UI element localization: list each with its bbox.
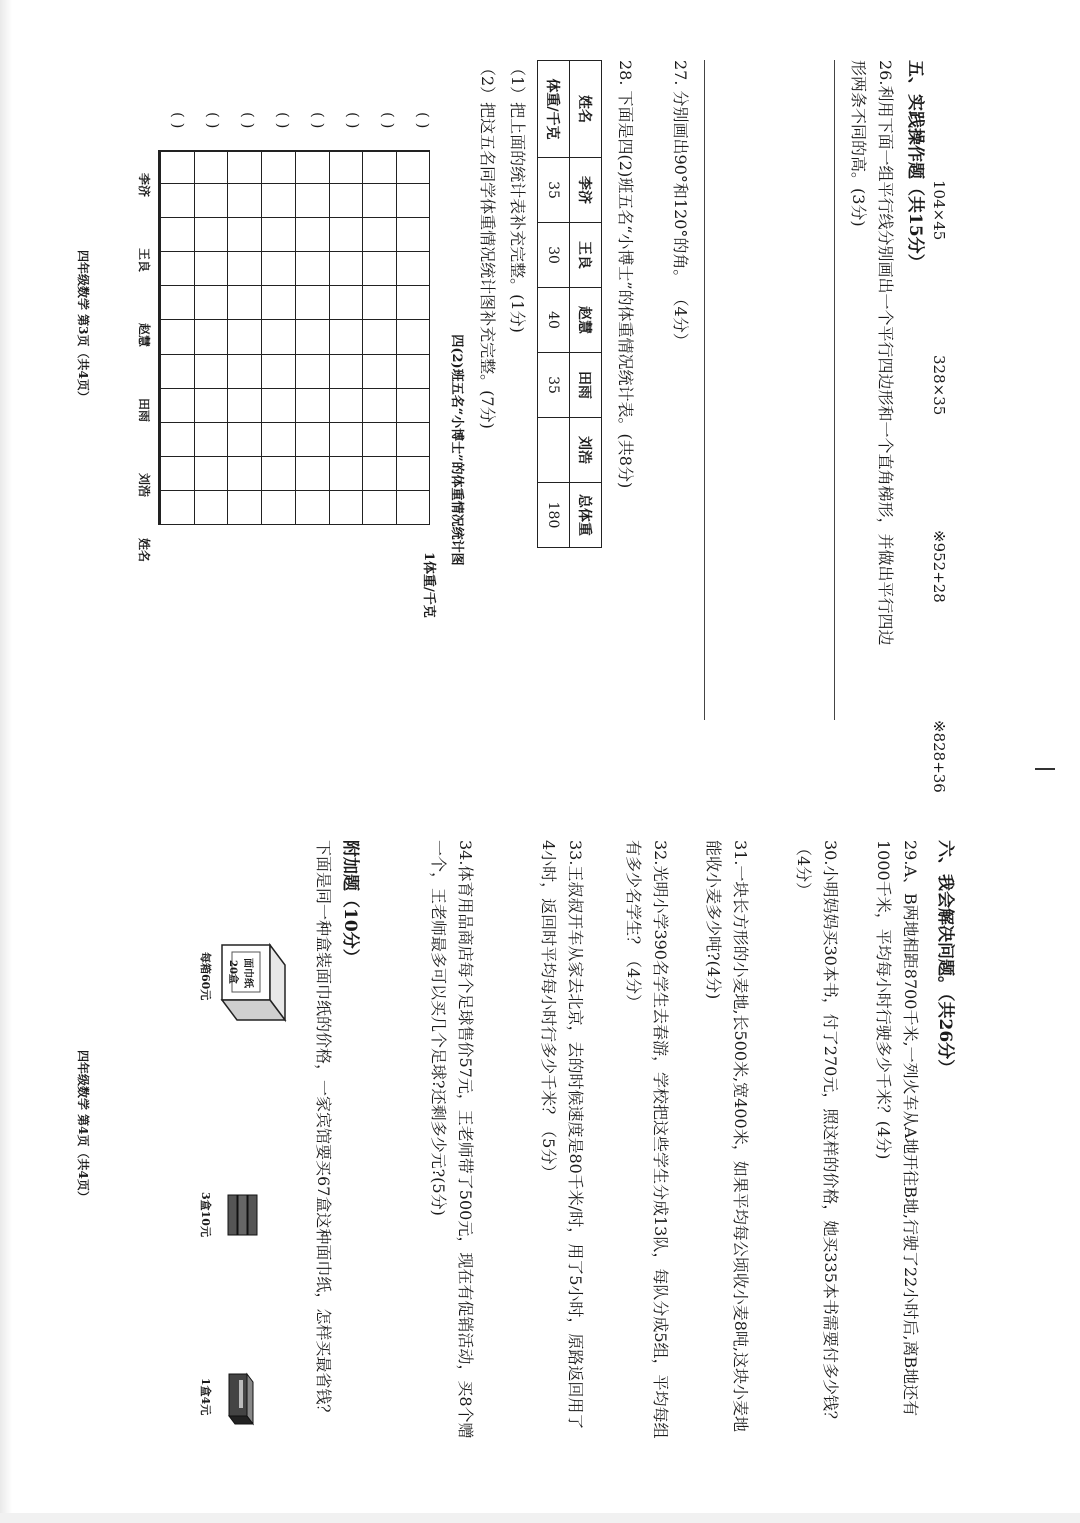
grid-cell	[160, 389, 194, 423]
y-scale-blank[interactable]: ( )	[379, 112, 397, 129]
grid-cell	[194, 252, 228, 286]
grid-cell	[329, 150, 363, 184]
table-cell: 30	[538, 223, 570, 288]
tissue-3pack-image	[224, 1192, 260, 1238]
grid-cell	[160, 184, 194, 218]
grid-cell	[363, 150, 397, 184]
grid-cell	[160, 218, 194, 252]
q28-part-1: （1）把上面的统计表补充完整。(1分)	[508, 60, 527, 333]
grid-cell	[228, 184, 262, 218]
grid-cell	[329, 218, 363, 252]
grid-cell	[295, 320, 329, 354]
parallel-line-1	[834, 60, 835, 720]
q31-line-2: 能收小麦多少吨?(4分)	[704, 840, 723, 1000]
grid-cell	[295, 252, 329, 286]
grid-cell	[295, 389, 329, 423]
single-box-price-caption: 1盒4元	[199, 1378, 212, 1416]
section-5-title: 五、实践操作题（共15分）	[905, 60, 925, 271]
grid-cell	[363, 286, 397, 320]
grid-cell	[363, 491, 397, 525]
grid-cell	[295, 355, 329, 389]
grid-cell	[160, 286, 194, 320]
grid-cell	[194, 355, 228, 389]
grid-cell	[363, 355, 397, 389]
calc-3: ※952+28	[930, 530, 948, 603]
grid-cell	[295, 491, 329, 525]
q32-line-2: 有多少名学生？（4分）	[624, 840, 643, 1011]
grid-cell	[396, 218, 430, 252]
grid-cell	[295, 218, 329, 252]
grid-cell	[160, 320, 194, 354]
grid-cell	[396, 184, 430, 218]
q30-line-2: （4分）	[794, 840, 813, 899]
grid-cell	[363, 320, 397, 354]
grid-cell	[363, 389, 397, 423]
grid-cell	[194, 491, 228, 525]
grid-cell	[261, 423, 295, 457]
q34-line-1: 34.体育用品商店每个足球售价57元，王老师带了500元，现在有促销活动，买8个赠	[456, 840, 475, 1439]
grid-cell	[396, 423, 430, 457]
table-cell: 体重/千克	[538, 61, 570, 158]
q33-line-1: 33.王叔叔开车从家去北京，去的时候速度是80千米/时，用了5小时，原路返回用了	[566, 840, 585, 1430]
chart-x-axis-label: 姓名	[137, 537, 151, 562]
grid-cell	[160, 491, 194, 525]
grid-cell	[396, 150, 430, 184]
grid-cell	[396, 457, 430, 491]
grid-cell	[363, 218, 397, 252]
grid-cell	[194, 457, 228, 491]
grid-cell	[228, 389, 262, 423]
3pack-price-caption: 3盒10元	[199, 1192, 212, 1237]
grid-cell	[194, 184, 228, 218]
chart-name-label: 赵慧	[137, 322, 151, 347]
table-cell: 李济	[570, 158, 602, 223]
table-cell: 180	[538, 483, 570, 548]
grid-cell	[363, 184, 397, 218]
grid-cell	[160, 252, 194, 286]
grid-cell	[160, 150, 194, 184]
grid-cell	[261, 457, 295, 491]
grid-cell	[228, 218, 262, 252]
page-4	[0, 780, 1080, 1523]
grid-cell	[295, 423, 329, 457]
grid-cell	[228, 423, 262, 457]
grid-cell	[261, 150, 295, 184]
calc-2: 328×35	[930, 355, 948, 416]
bonus-title: 附加题（10分）	[340, 840, 360, 966]
grid-cell	[396, 320, 430, 354]
y-scale-blank[interactable]: ( )	[344, 112, 362, 129]
grid-cell	[363, 423, 397, 457]
chart-title: 四(2)班五名“小博士”的体重情况统计图	[449, 334, 464, 566]
table-cell: 总体重	[570, 483, 602, 548]
grid-cell	[261, 286, 295, 320]
grid-cell	[329, 423, 363, 457]
q33-line-2: 4小时，返回时平均每小时行多少千米？（5分）	[539, 840, 558, 1181]
grid-cell	[261, 252, 295, 286]
chart-y-axis	[158, 150, 430, 152]
parallel-line-2	[704, 60, 705, 720]
grid-cell	[363, 252, 397, 286]
grid-cell	[194, 423, 228, 457]
grid-cell	[261, 355, 295, 389]
grid-cell	[396, 286, 430, 320]
grid-cell	[194, 218, 228, 252]
grid-cell	[160, 355, 194, 389]
chart-name-label: 王良	[137, 247, 151, 272]
q34-line-2: 一个，王老师最多可以买几个足球?还剩多少元?(5分)	[429, 840, 448, 1216]
grid-cell	[228, 457, 262, 491]
q30-line-1: 30.小明妈妈买30本书，付了270元，照这样的价格，她买335本书需要付多少钱？	[821, 840, 840, 1427]
y-scale-blank[interactable]: ( )	[239, 112, 257, 129]
grid-cell	[194, 150, 228, 184]
grid-cell	[194, 286, 228, 320]
y-scale-blank[interactable]: ( )	[169, 112, 187, 129]
table-row-weights	[538, 61, 570, 548]
q28-part-2: （2）把这五名同学体重情况统计图补充完整。(7分)	[478, 60, 497, 429]
grid-cell	[261, 218, 295, 252]
grid-cell	[228, 491, 262, 525]
chart-unit-label: 1体重/千克	[421, 552, 436, 618]
grid-cell	[329, 184, 363, 218]
weight-table	[537, 60, 602, 548]
grid-cell	[194, 389, 228, 423]
table-cell: 田雨	[570, 353, 602, 418]
carton-count-label: 20盒	[227, 960, 238, 984]
grid-cell	[329, 252, 363, 286]
q27-text: 27. 分别画出90°和120°的角。 （4分）	[671, 60, 690, 349]
page-4-footer: 四年级数学 第4页（共4页）	[76, 1050, 90, 1203]
bar-chart-grid[interactable]	[160, 150, 430, 525]
chart-name-label: 李济	[137, 172, 151, 197]
q26-line-2: 形两条不同的高。(3分)	[849, 60, 868, 227]
q31-line-1: 31.一块长方形的小麦地,长500米,宽400米，如果平均每公顷收小麦8吨,这块小麦地	[731, 840, 750, 1432]
grid-cell	[261, 491, 295, 525]
table-row-names	[570, 61, 602, 548]
grid-cell	[228, 355, 262, 389]
grid-cell	[329, 320, 363, 354]
chart-name-label: 田雨	[137, 397, 151, 422]
grid-cell	[329, 286, 363, 320]
grid-cell	[261, 389, 295, 423]
grid-cell	[194, 320, 228, 354]
q29-line-1: 29.A、B两地相距8700千米,一列火车从A地开往B地,行驶了22小时后,离B地还有	[901, 840, 920, 1417]
calc-1: 104×45	[930, 180, 948, 241]
section-6-title: 六、我会解决问题。（共26分）	[935, 840, 955, 1077]
calc-4: ※828+36	[930, 720, 948, 793]
grid-cell	[396, 491, 430, 525]
grid-cell	[261, 184, 295, 218]
carton-label: 面巾纸	[242, 958, 253, 988]
grid-cell	[228, 320, 262, 354]
q26-line-1: 26.利用下面一组平行线分别画出一个平行四边形和一个直角梯形，并做出平行四边	[876, 60, 895, 646]
q32-line-1: 32.光明小学390名学生去春游，学校把这些学生分成13队，每队分成5组，平均每组	[651, 840, 670, 1439]
q29-line-2: 1000千米，平均每小时行驶多少千米？(4分)	[874, 840, 893, 1160]
grid-cell	[396, 252, 430, 286]
grid-cell	[396, 389, 430, 423]
grid-cell	[329, 491, 363, 525]
table-cell-blank[interactable]	[538, 418, 570, 483]
grid-cell	[295, 184, 329, 218]
y-scale-blank[interactable]: ( )	[274, 112, 292, 129]
table-cell: 35	[538, 353, 570, 418]
grid-cell	[329, 457, 363, 491]
page-divider-mark	[1035, 768, 1055, 770]
y-scale-blank[interactable]: ( )	[204, 112, 222, 129]
chart-name-label: 刘浩	[137, 472, 151, 497]
grid-cell	[329, 389, 363, 423]
chart-x-axis	[158, 150, 160, 525]
table-cell: 王良	[570, 223, 602, 288]
table-cell: 刘浩	[570, 418, 602, 483]
grid-cell	[295, 150, 329, 184]
grid-cell	[160, 457, 194, 491]
page-3-footer: 四年级数学 第3页（共4页）	[76, 250, 90, 403]
tissue-single-box-image	[227, 1372, 255, 1426]
grid-cell	[295, 457, 329, 491]
grid-cell	[396, 355, 430, 389]
table-cell: 40	[538, 288, 570, 353]
grid-cell	[228, 286, 262, 320]
carton-price-caption: 每箱60元	[199, 952, 212, 1001]
table-cell: 赵慧	[570, 288, 602, 353]
grid-cell	[261, 320, 295, 354]
bonus-text: 下面是同一种盒装面巾纸的价格，一家宾馆要买67盒这种面巾纸，怎样买最省钱？	[314, 840, 333, 1421]
grid-cell	[329, 355, 363, 389]
table-cell: 姓名	[570, 61, 602, 158]
grid-cell	[228, 252, 262, 286]
grid-cell	[363, 457, 397, 491]
q28-title: 28. 下面是四(2)班五名“小博士”的体重情况统计表。(共8分)	[616, 60, 635, 489]
grid-cell	[160, 423, 194, 457]
grid-cell	[295, 286, 329, 320]
table-cell: 35	[538, 158, 570, 223]
grid-cell	[228, 150, 262, 184]
y-scale-blank[interactable]: ( )	[414, 112, 432, 129]
y-scale-blank[interactable]: ( )	[309, 112, 327, 129]
